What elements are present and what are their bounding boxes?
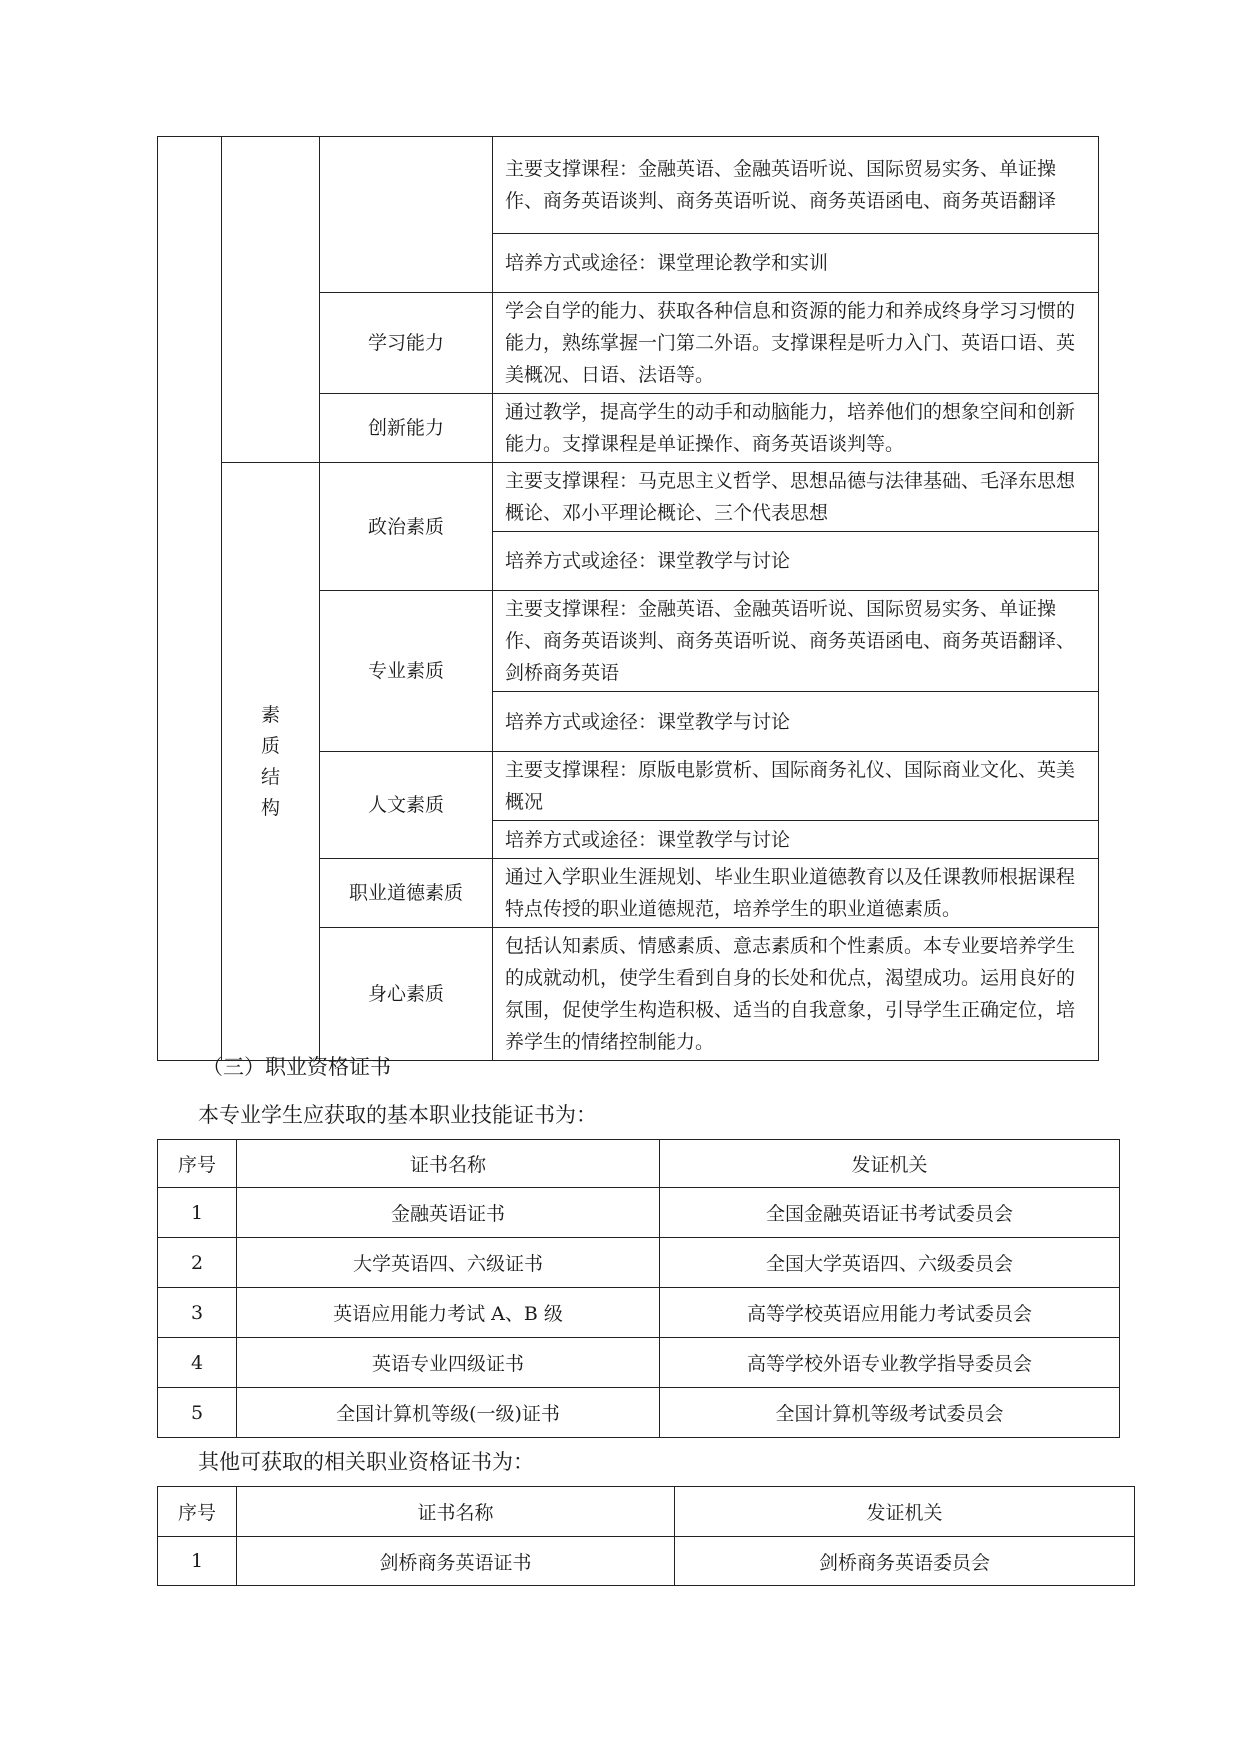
method-cell: 培养方式或途径：课堂教学与讨论 — [493, 532, 1099, 591]
sub-item-label: 创新能力 — [320, 394, 493, 463]
table-row — [158, 1388, 1120, 1438]
sub-item-label: 人文素质 — [320, 752, 493, 859]
cell-index: 4 — [158, 1338, 237, 1388]
cell-index: 3 — [158, 1288, 237, 1338]
description-cell: 通过入学职业生涯规划、毕业生职业道德教育以及任课教师根据课程特点传授的职业道德规范，培养学生的职业道德素质。 — [493, 859, 1099, 928]
cell-issuer: 高等学校英语应用能力考试委员会 — [660, 1288, 1120, 1338]
sub-item-label: 职业道德素质 — [320, 859, 493, 928]
column-header: 证书名称 — [237, 1140, 660, 1188]
method-cell: 培养方式或途径：课堂教学与讨论 — [493, 821, 1099, 859]
table-row — [158, 463, 1099, 532]
quality-group-cell — [222, 463, 320, 1061]
cell-cert-name: 英语专业四级证书 — [237, 1338, 660, 1388]
cell-cert-name: 剑桥商务英语证书 — [237, 1537, 675, 1586]
column-header: 发证机关 — [660, 1140, 1120, 1188]
ability-group-cell — [222, 137, 320, 463]
other-certs-table — [157, 1486, 1135, 1586]
cell-cert-name: 英语应用能力考试 A、B 级 — [237, 1288, 660, 1338]
sub-item-label: 政治素质 — [320, 463, 493, 591]
method-cell: 培养方式或途径：课堂理论教学和实训 — [493, 234, 1099, 293]
sub-item-label: 身心素质 — [320, 928, 493, 1061]
course-desc-cell: 主要支撑课程：金融英语、金融英语听说、国际贸易实务、单证操作、商务英语谈判、商务英语听说、商务英语函电、商务英语翻译 — [493, 137, 1099, 234]
structure-table — [157, 136, 1099, 1061]
quality-group-label: 素 质 结 构 — [261, 703, 281, 819]
cell-cert-name: 大学英语四、六级证书 — [237, 1238, 660, 1288]
basic-certs-table — [157, 1139, 1120, 1438]
basic-certs-intro: 本专业学生应获取的基本职业技能证书为： — [198, 1103, 597, 1127]
other-certs-intro: 其他可获取的相关职业资格证书为： — [198, 1450, 534, 1474]
description-cell: 包括认知素质、情感素质、意志素质和个性素质。本专业要培养学生的成就动机，使学生看到自身的长处和优点，渴望成功。运用良好的氛围，促使学生构造积极、适当的自我意象，引导学生正确定位，培养学生的情绪控制能力。 — [493, 928, 1099, 1061]
course-desc-cell: 主要支撑课程：马克思主义哲学、思想品德与法律基础、毛泽东思想概论、邓小平理论概论、三个代表思想 — [493, 463, 1099, 532]
description-cell: 学会自学的能力、获取各种信息和资源的能力和养成终身学习习惯的能力，熟练掌握一门第二外语。支撑课程是听力入门、英语口语、英美概况、日语、法语等。 — [493, 293, 1099, 394]
column-header: 序号 — [158, 1140, 237, 1188]
table-row — [158, 1338, 1120, 1388]
sub-item-cell — [320, 137, 493, 293]
cell-index: 5 — [158, 1388, 237, 1438]
cell-issuer: 全国大学英语四、六级委员会 — [660, 1238, 1120, 1288]
column-header: 证书名称 — [237, 1487, 675, 1537]
table-row — [158, 137, 1099, 234]
cell-cert-name: 金融英语证书 — [237, 1188, 660, 1238]
cell-issuer: 全国金融英语证书考试委员会 — [660, 1188, 1120, 1238]
cell-index: 2 — [158, 1238, 237, 1288]
sub-item-label: 学习能力 — [320, 293, 493, 394]
cell-index: 1 — [158, 1188, 237, 1238]
table-header-row — [158, 1487, 1135, 1537]
table-row — [158, 1537, 1135, 1586]
description-cell: 通过教学，提高学生的动手和动脑能力，培养他们的想象空间和创新能力。支撑课程是单证操作、商务英语谈判等。 — [493, 394, 1099, 463]
cell-issuer: 全国计算机等级考试委员会 — [660, 1388, 1120, 1438]
cell-issuer: 高等学校外语专业教学指导委员会 — [660, 1338, 1120, 1388]
table-row — [158, 1288, 1120, 1338]
cell-cert-name: 全国计算机等级(一级)证书 — [237, 1388, 660, 1438]
course-desc-cell: 主要支撑课程：金融英语、金融英语听说、国际贸易实务、单证操作、商务英语谈判、商务英语听说、商务英语函电、商务英语翻译、剑桥商务英语 — [493, 591, 1099, 692]
cell-index: 1 — [158, 1537, 237, 1586]
outer-column-cell — [158, 137, 222, 1061]
method-cell: 培养方式或途径：课堂教学与讨论 — [493, 692, 1099, 752]
course-desc-cell: 主要支撑课程：原版电影赏析、国际商务礼仪、国际商业文化、英美概况 — [493, 752, 1099, 821]
sub-item-label: 专业素质 — [320, 591, 493, 752]
cell-issuer: 剑桥商务英语委员会 — [675, 1537, 1135, 1586]
table-header-row — [158, 1140, 1120, 1188]
table-row — [158, 1238, 1120, 1288]
column-header: 发证机关 — [675, 1487, 1135, 1537]
column-header: 序号 — [158, 1487, 237, 1537]
section-heading: （三）职业资格证书 — [202, 1055, 391, 1079]
table-row — [158, 1188, 1120, 1238]
